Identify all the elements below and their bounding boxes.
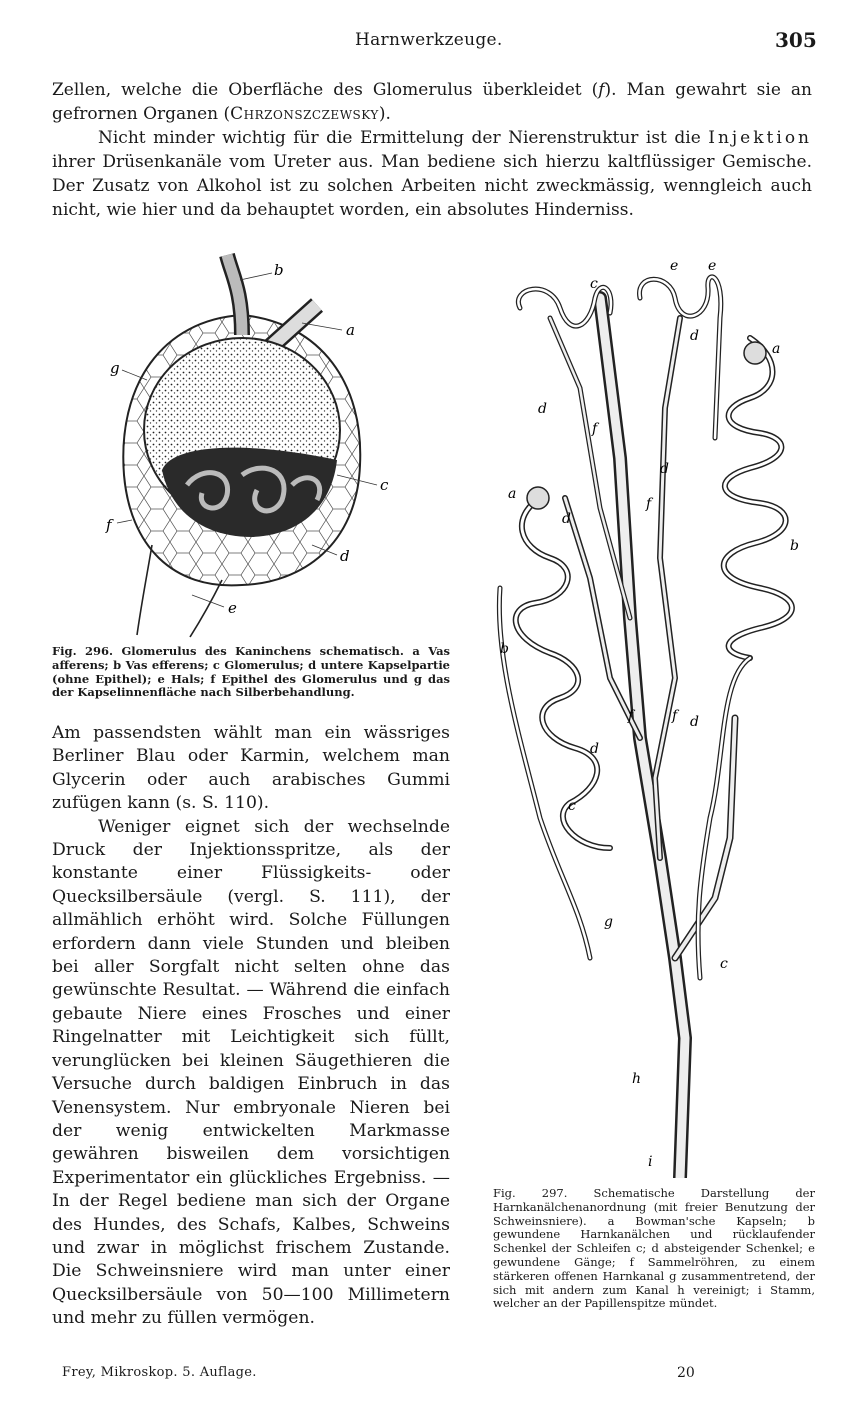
bowman-capsule [744, 342, 766, 364]
fig297-label: f [672, 708, 678, 724]
fig296-label: b [274, 261, 284, 279]
fig296-label: f [106, 516, 112, 534]
footer-imprint: Frey, Mikroskop. 5. Auflage. [62, 1365, 257, 1380]
fig297-label: d [590, 741, 599, 757]
fig297-label: h [632, 1071, 642, 1087]
body-paragraph-2: Weniger eignet sich der wechselnde Druck der Injektionsspritze, als der konstante einer Flüssigkeits- oder Quecksilbersäule (vergl. S. 111), der allmählich erhöht wird. Solche Füllungen erfordern dann viele Stunden und bleiben bei aller Sorgfalt nicht selten ohne das gewünschte Resultat. — Während die einfach gebaute Niere eines Frosches und einer Ringelnatter mit Leichtigkeit sich füllt, verunglücken bei kleinen Säugethieren die Versuche durch baldigen Einbruch in das Venensystem. Nur embryonale Nieren bei der wenig entwickelten Markmasse gewähren bisweilen dem vorsichtigen Experimentator ein glückliches Ergebniss. — In der Regel bediene man sich der Organe des Hundes, des Schafs, Kalbes, Schweins und zwar in möglichst frischem Zustande. Die Schweinsniere wird man unter einer Quecksilbersäule von 50—100 Millimetern und mehr zu füllen vermögen. [52, 816, 450, 1329]
fig297-label: i [648, 1154, 653, 1170]
fig297-label: c [720, 956, 728, 972]
fig297-label: g [604, 914, 613, 930]
fig297-label: d [690, 714, 699, 730]
fig296-label: a [346, 321, 355, 339]
figure-297-caption [493, 1187, 815, 1311]
figure-ref: f [598, 80, 605, 100]
fig297-label: b [500, 641, 509, 657]
figure-297-illustration [480, 258, 820, 1178]
fig297-label: c [590, 276, 598, 292]
text-run: ). [378, 104, 391, 124]
text-run: Nicht minder wichtig für die Ermittelung der Nierenstruktur ist die [98, 128, 709, 148]
fig297-label: d [690, 328, 699, 344]
fig296-label: d [340, 547, 350, 565]
fig297-label: a [772, 341, 781, 357]
figure-296-caption [52, 645, 450, 700]
body-paragraph-1: Am passendsten wählt man ein wässriges Berliner Blau oder Karmin, welchem man Glycerin oder auch arabisches Gummi zufügen kann (s. S. 110). [52, 723, 450, 814]
fig297-label: b [790, 538, 799, 554]
signature-mark: 20 [677, 1365, 695, 1381]
bowman-capsule [527, 487, 549, 509]
figure-296-illustration [92, 245, 412, 640]
fig297-label: a [508, 486, 517, 502]
page-header [0, 30, 860, 60]
fig296-label: e [228, 599, 237, 617]
fig296-label: c [380, 476, 389, 494]
glomerulus-drawing [92, 245, 412, 640]
fig297-label: d [538, 401, 547, 417]
fig297-label: d [660, 461, 669, 477]
fig297-label: f [646, 496, 652, 512]
top-text-block [52, 78, 812, 222]
tubule-drawing [480, 258, 820, 1178]
fig297-label: e [708, 258, 717, 274]
running-head: Harnwerkzeuge. [355, 30, 503, 50]
fig297-label: f [628, 708, 634, 724]
fig296-label: g [110, 359, 120, 377]
top-paragraph-1 [52, 78, 812, 126]
top-paragraph-2 [52, 126, 812, 222]
fig297-label: f [592, 421, 598, 437]
caption-text: Fig. 296. Glomerulus des Kaninchens schematisch. a Vas afferens; b Vas efferens; c Glomerulus; d untere Kapselpartie (ohne Epithel); e Hals; f Epithel des Glomerulus und g das der Kapselinnenfläche nach Silberbehandlung. [52, 644, 450, 700]
body-text-column [52, 722, 450, 1331]
fig297-label: d [562, 511, 571, 527]
caption-text: Fig. 297. Schematische Darstellung der Harnkanälchenanordnung (mit freier Benutzung der Schweinsniere). a Bowman'sche Kapseln; b gewundene Harnkanälchen und rücklaufender Schenkel der Schleifen c; d absteigender Schenkel; e gewundene Gänge; f Sammelröhren, zu einem stärkeren offenen Harnkanal g zusammentretend, der sich mit andern zum Kanal h vereinigt; i Stamm, welcher an der Papillenspitze mündet. [493, 1186, 815, 1311]
text-run: ). Man gewahrt sie an gefrornen Organen ( [52, 80, 813, 124]
text-run: Zellen, welche die Oberfläche des Glomerulus überkleidet ( [52, 80, 599, 100]
emphasis-term: Injektion [708, 128, 812, 148]
page-number: 305 [775, 28, 817, 52]
fig297-label: e [670, 258, 679, 274]
capsule-neck [137, 545, 152, 635]
text-run: ihrer Drüsenkanäle vom Ureter aus. Man bediene sich hierzu kaltflüssiger Gemische. Der Zusatz von Alkohol ist zu solchen Arbeiten nicht zweckmässig, wenngleich auch nicht, wie hier und da behauptet worden, ein absolutes Hinderniss. [52, 152, 812, 220]
author-name: Chrzonszczewsky [230, 104, 379, 124]
fig297-label: c [568, 798, 576, 814]
